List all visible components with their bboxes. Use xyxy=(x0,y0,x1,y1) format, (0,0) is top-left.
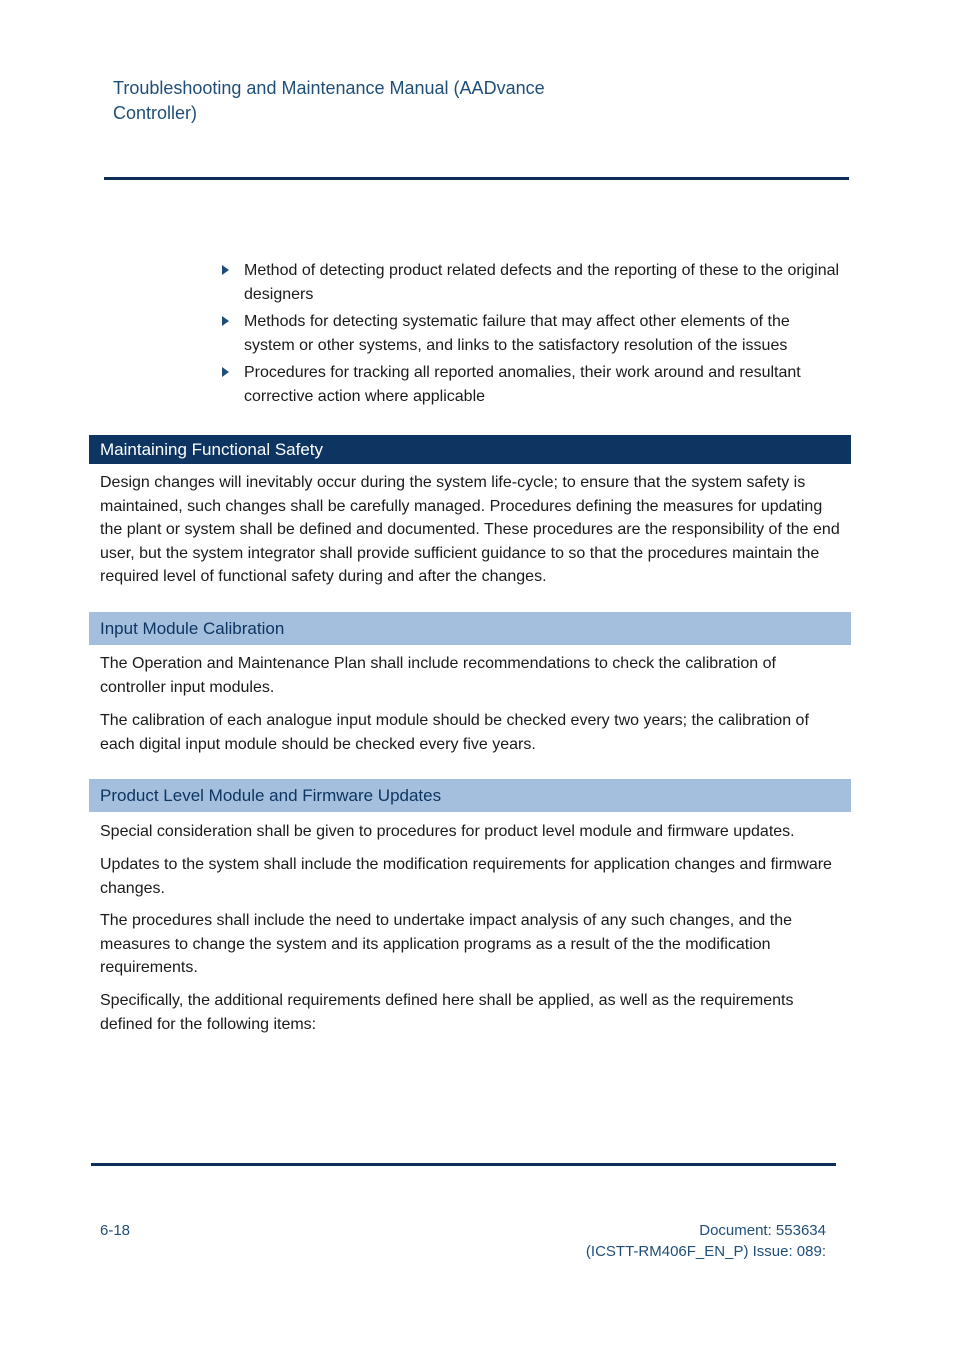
bullet-triangle-icon xyxy=(222,316,229,326)
paragraph: The Operation and Maintenance Plan shall include recommendations to check the calibration of controller input modules. xyxy=(100,655,776,696)
paragraph: Special consideration shall be given to procedures for product level module and firmware updates. xyxy=(100,823,795,840)
document-title: Troubleshooting and Maintenance Manual (AADvance Controller) xyxy=(113,78,545,123)
header-divider xyxy=(104,177,849,180)
list-item-text: Methods for detecting systematic failure that may affect other elements of the system or other systems, and links to the satisfactory resolution of the issues xyxy=(244,313,790,354)
section-heading-functional-safety: Maintaining Functional Safety xyxy=(89,435,851,464)
bullet-list xyxy=(220,259,840,412)
section-heading-firmware-updates: Product Level Module and Firmware Updates xyxy=(89,779,851,812)
paragraph: The calibration of each analogue input module should be checked every two years; the calibration of each digital input module should be checked every five years. xyxy=(100,712,809,753)
list-item xyxy=(220,259,840,306)
paragraph: Design changes will inevitably occur during the system life-cycle; to ensure that the system safety is maintained, such changes shall be carefully managed. Procedures defining the measures for updating the plant or system shall be defined and documented. These procedures are the responsibility of the end user, but the system integrator shall provide sufficient guidance to so that the procedures maintain the required level of functional safety during and after the changes. xyxy=(100,474,840,585)
document-number: Document: 553634 xyxy=(699,1222,826,1239)
footer-divider xyxy=(91,1163,836,1166)
bullet-triangle-icon xyxy=(222,265,229,275)
section-heading-input-calibration: Input Module Calibration xyxy=(89,612,851,645)
document-reference xyxy=(586,1220,826,1262)
list-item xyxy=(220,361,840,408)
page-number: 6-18 xyxy=(100,1222,131,1239)
document-issue: (ICSTT-RM406F_EN_P) Issue: 089: xyxy=(585,1243,826,1260)
list-item-text: Procedures for tracking all reported anomalies, their work around and resultant corrective action where applicable xyxy=(244,364,801,405)
paragraph: Specifically, the additional requirements defined here shall be applied, as well as the requirements defined for the following items: xyxy=(100,992,794,1033)
list-item xyxy=(220,310,840,357)
bullet-triangle-icon xyxy=(222,367,229,377)
paragraph: Updates to the system shall include the modification requirements for application changes and firmware changes. xyxy=(100,856,832,897)
list-item-text: Method of detecting product related defects and the reporting of these to the original designers xyxy=(244,262,840,303)
paragraph: The procedures shall include the need to undertake impact analysis of any such changes, and the measures to change the system and its application programs as a result of the the modification requirements. xyxy=(100,912,792,976)
